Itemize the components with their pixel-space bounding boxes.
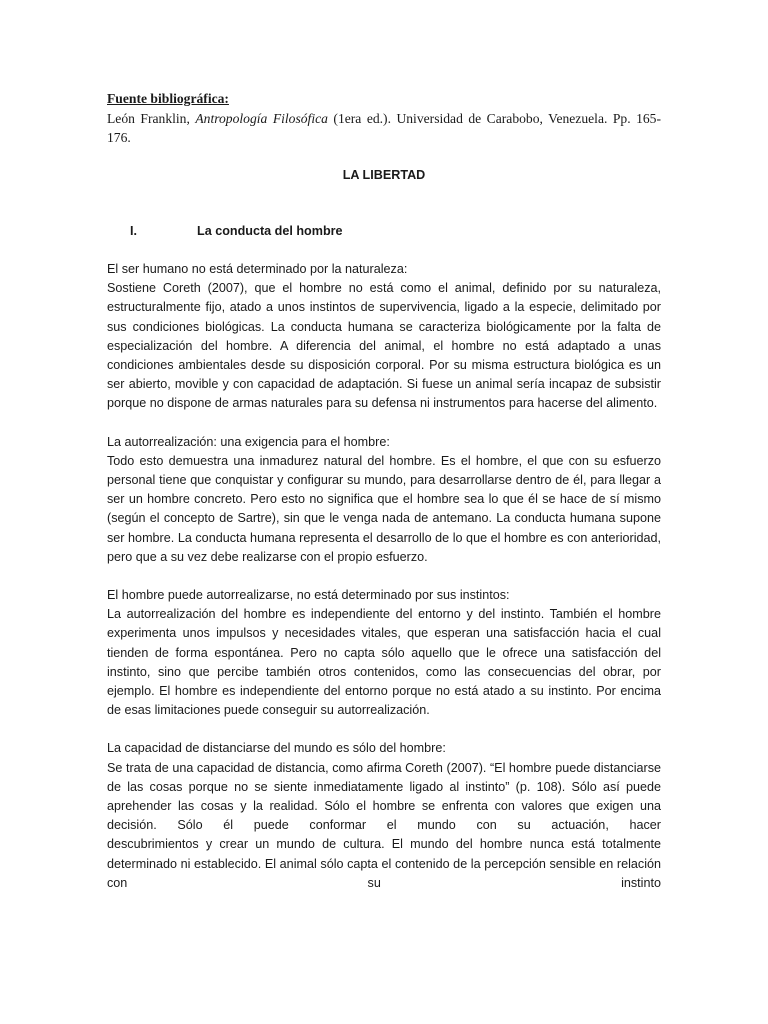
paragraph-heading: El hombre puede autorrealizarse, no está determinado por sus instintos: — [107, 587, 510, 602]
paragraph-heading: La capacidad de distanciarse del mundo es sólo del hombre: — [107, 741, 446, 756]
source-author: León Franklin, — [107, 110, 196, 126]
paragraph-block-1 — [107, 260, 661, 414]
paragraph-body: La autorrealización del hombre es independiente del entorno y del instinto. También el hombre experimenta unos impulsos y necesidades vitales, que esperan una satisfacción hacia el cual tienden de forma espontánea. Pero no capta sólo aquello que le ofrece una satisfacción del instinto, sino que percibe también otros contenidos, como las consecuencias del obrar, por ejemplo. El hombre es independiente del entorno porque no está atado a su instinto. Por encima de esas limitaciones puede conseguir su autorrealización. — [107, 607, 661, 718]
paragraph-block-2 — [107, 433, 661, 567]
paragraph-body: Se trata de una capacidad de distancia, como afirma Coreth (2007). “El hombre puede distanciarse de las cosas porque no se siente inmediatamente ligado al instinto” (p. 108). Sólo así puede aprehender las cosas y la realidad. Sólo el hombre se enfrenta con valores que exigen una decisión. Sólo él puede conformar el mundo con su actuación, hacer — [107, 760, 661, 833]
paragraph-heading: La autorrealización: una exigencia para el hombre: — [107, 434, 390, 449]
source-heading: Fuente bibliográfica: — [107, 91, 229, 106]
paragraph-body: Todo esto demuestra una inmadurez natural del hombre. Es el hombre, el que con su esfuerzo personal tiene que conquistar y configurar su mundo, para desarrollarse dentro de él, para llegar a ser un hombre concreto. Pero esto no significa que el hombre sea lo que él se hace de sí mismo (según el concepto de Sartre), sin que le venga nada de antemano. La conducta humana supone ser hombre. La conducta humana representa el desarrollo de lo que el hombre es con anterioridad, pero que a su vez debe realizarse con el propio esfuerzo. — [107, 453, 661, 564]
section-heading — [107, 222, 661, 241]
paragraph-block-3 — [107, 586, 661, 720]
paragraph-block-4 — [107, 739, 661, 890]
paragraph-body-continued — [107, 835, 661, 890]
paragraph-body-tail: descubrimientos y crear un mundo de cultura. El mundo del hombre nunca está totalmente determinado ni establecido. El animal sólo capta el contenido de la percepción sensible en relación con su instinto — [107, 837, 661, 890]
bibliographic-source — [107, 89, 661, 148]
document-title: LA LIBERTAD — [342, 167, 426, 182]
section-title: La conducta del hombre — [197, 223, 343, 238]
paragraph-heading: El ser humano no está determinado por la naturaleza: — [107, 261, 408, 276]
paragraph-body: Sostiene Coreth (2007), que el hombre no está como el animal, definido por su naturaleza, estructuralmente fijo, atado a unos instintos de supervivencia, ligado a la especie, delimitado por sus condiciones biológicas. La conducta humana se caracteriza biológicamente por la falta de especialización del hombre. A diferencia del animal, el hombre no está adaptado a unas condiciones ambientales desde su disposición corporal. Por su misma estructura biológica es un ser abierto, movible y con capacidad de adaptación. Si fuese un animal sería incapaz de subsistir porque no dispone de armas naturales para su defensa ni instrumentos para hacerse del alimento. — [107, 281, 661, 411]
section-number: I. — [130, 223, 137, 238]
document-page — [107, 89, 661, 890]
source-book-title: Antropología Filosófica — [195, 110, 328, 126]
source-details: (1era ed.). Universidad de Carabobo, Venezuela. Pp. 165-176. — [107, 110, 661, 145]
